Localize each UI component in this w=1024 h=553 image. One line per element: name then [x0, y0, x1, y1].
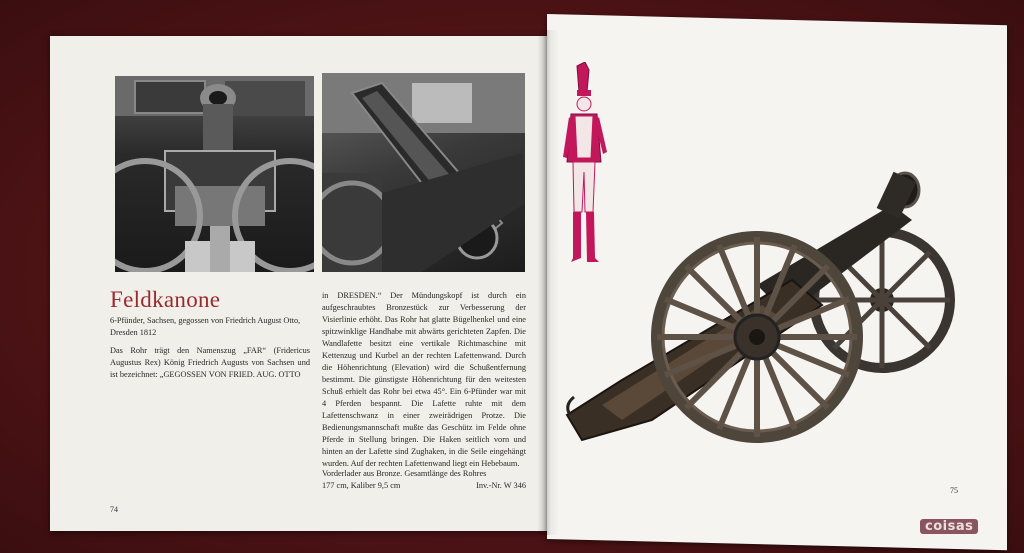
article-title: Feldkanone	[110, 287, 221, 312]
field-cannon-photo	[562, 165, 962, 465]
cannon-angle-photo	[322, 73, 525, 272]
page-number-left: 74	[110, 505, 118, 514]
inventory-number: Inv.-Nr. W 346	[476, 481, 526, 490]
footer-line-2: 177 cm, Kaliber 9,5 cm	[322, 481, 401, 490]
footer-line-1: Vorderlader aus Bronze. Gesamtlänge des Rohres	[322, 469, 487, 478]
cannon-front-photo	[115, 76, 314, 272]
article-paragraph-1: Das Rohr trägt den Namenszug „FAR“ (Fridericus Augustus Rex) König Friedrich Augusts von Sachsen und ist bezeichnet: „GEGOSSEN VON FRIED. AUG. OTTO	[110, 346, 310, 379]
article-subtitle: 6-Pfünder, Sachsen, gegossen von Friedrich August Otto, Dresden 1812	[110, 316, 301, 337]
article-footer	[322, 468, 526, 492]
page-number-right: 75	[950, 486, 958, 495]
article-paragraph-2: in DRESDEN.“ Der Mündungskopf ist durch ein aufgeschraubtes Bronzestück zur Verbesserung der Visierlinie erhöht. Das Rohr hat glatte Bügelhenkel und eine spitzwinklige Handhabe mit abwärts gerichteten Zapfen. Die Wandlafette besitzt eine vertikale Richtmaschine mit Kettenzug und Kurbel an der rechten Lafettenwand. Durch die Höhenrichtung (Elevation) wird die Schußentfernung bestimmt. Die günstigste Höhenrichtung für den weitesten Schuß erhielt das Rohr bei etwa 45°. Ein 6-Pfünder war mit 4 Pferden bespannt. Die Lafette ruhte mit dem Lafettenschwanz in einer zweirädrigen Protze. Die Bedienungsmannschaft mußte das Geschütz im Felde ohne Pferde in Stellung bringen. Die Haken seitlich vorn und hinten an der Lafette sind Zughaken, in die Seile eingehängt wurden. Auf der rechten Lafettenwand liegt ein Hebebaum.	[322, 291, 526, 468]
watermark: coisas	[920, 519, 978, 534]
